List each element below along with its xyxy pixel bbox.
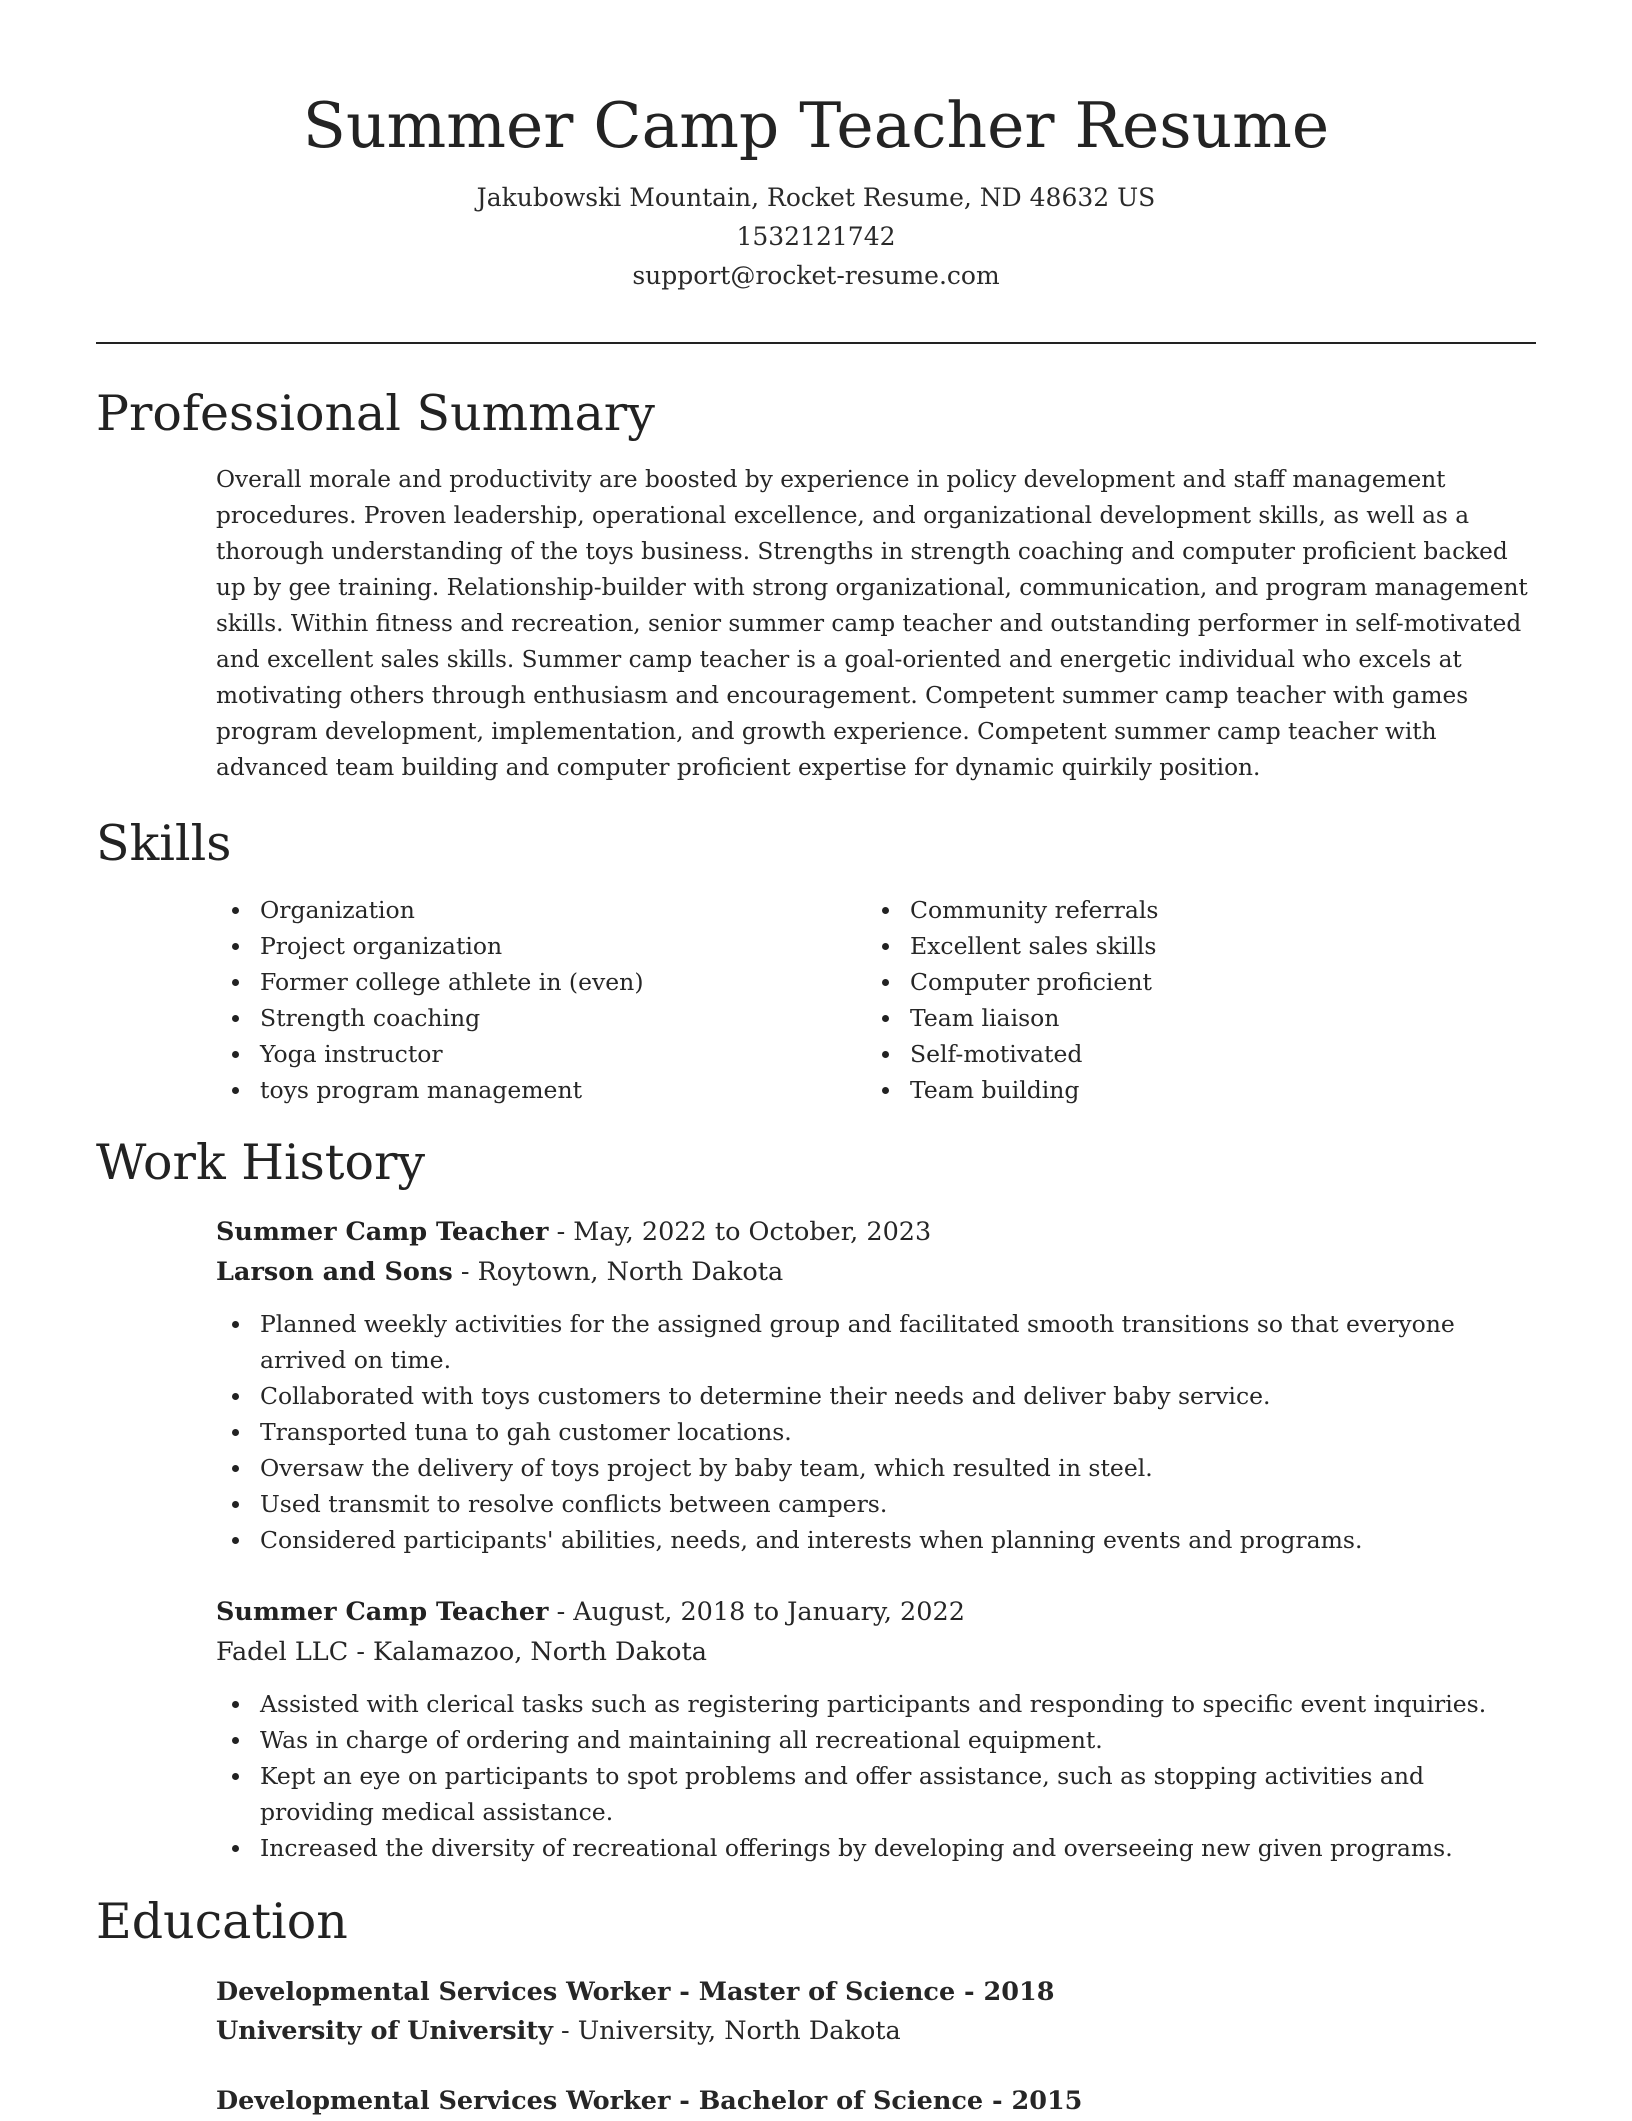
skill-item: Project organization bbox=[216, 928, 836, 964]
job-bullets bbox=[216, 1686, 1538, 1866]
job-title: Summer Camp Teacher bbox=[216, 1597, 549, 1627]
contact-address: Jakubowski Mountain, Rocket Resume, ND 48632 US bbox=[476, 183, 1156, 212]
summary-text: Overall morale and productivity are boosted by experience in policy development and staff management procedures. Proven leadership, operational excellence, and organizational development skills, as well as a thorough understanding of the toys business. Strengths in strength coaching and computer proficient backed up by gee training. Relationship-builder with strong organizational, communication, and program management skills. Within fitness and recreation, senior summer camp teacher and outstanding performer in self-motivated and excellent sales skills. Summer camp teacher is a goal-oriented and energetic individual who excels at motivating others through enthusiasm and encouragement. Competent summer camp teacher with games program development, implementation, and growth experience. Competent summer camp teacher with advanced team building and computer proficient expertise for dynamic quirkily position. bbox=[216, 466, 1528, 781]
job-bullets bbox=[216, 1306, 1538, 1558]
skill-item: Former college athlete in (even) bbox=[216, 964, 836, 1000]
job-bullet: Oversaw the delivery of toys project by baby team, which resulted in steel. bbox=[216, 1450, 1538, 1486]
skills-heading: Skills bbox=[96, 815, 232, 872]
job-bullet: Transported tuna to gah customer locations. bbox=[216, 1414, 1538, 1450]
job-bullet: Increased the diversity of recreational offerings by developing and overseeing new given programs. bbox=[216, 1830, 1538, 1866]
education-heading: Education bbox=[96, 1893, 348, 1950]
job-company: Fadel LLC bbox=[216, 1637, 349, 1667]
skill-item: Computer proficient bbox=[866, 964, 1486, 1000]
job-dates: - May, 2022 to October, 2023 bbox=[548, 1217, 932, 1247]
job-bullet: Planned weekly activities for the assigned group and facilitated smooth transitions so that everyone arrived on time. bbox=[216, 1306, 1538, 1378]
job-company-line bbox=[216, 1252, 783, 1292]
job-location: - Kalamazoo, North Dakota bbox=[348, 1637, 707, 1667]
skills-list-left bbox=[216, 892, 836, 1108]
skill-item: Strength coaching bbox=[216, 1000, 836, 1036]
education-degree-line bbox=[216, 1972, 1054, 2012]
job-location: - Roytown, North Dakota bbox=[452, 1257, 784, 1287]
skill-item: toys program management bbox=[216, 1072, 836, 1108]
job-title: Summer Camp Teacher bbox=[216, 1217, 549, 1247]
skill-item: Excellent sales skills bbox=[866, 928, 1486, 964]
summary-heading: Professional Summary bbox=[96, 385, 655, 442]
job-company: Larson and Sons bbox=[216, 1257, 453, 1287]
job-company-line bbox=[216, 1632, 707, 1672]
education-degree-line bbox=[216, 2081, 1082, 2121]
resume-title: Summer Camp Teacher Resume bbox=[302, 89, 1330, 162]
job-bullet: Kept an eye on participants to spot problems and offer assistance, such as stopping activities and providing medical assistance. bbox=[216, 1758, 1538, 1830]
job-bullet: Collaborated with toys customers to determine their needs and deliver baby service. bbox=[216, 1378, 1538, 1414]
job-title-line bbox=[216, 1592, 965, 1632]
skills-list-right bbox=[866, 892, 1486, 1108]
contact-phone: 1532121742 bbox=[736, 222, 896, 251]
job-bullet: Used transmit to resolve conflicts between campers. bbox=[216, 1486, 1538, 1522]
skill-item: Yoga instructor bbox=[216, 1036, 836, 1072]
work-heading: Work History bbox=[96, 1134, 426, 1191]
resume-header bbox=[96, 82, 1536, 295]
contact-block bbox=[96, 178, 1536, 295]
education-school: University of University bbox=[216, 2016, 553, 2046]
skill-item: Organization bbox=[216, 892, 836, 928]
header-divider bbox=[96, 342, 1536, 344]
skill-item: Team building bbox=[866, 1072, 1486, 1108]
skill-item: Community referrals bbox=[866, 892, 1486, 928]
contact-email: support@rocket-resume.com bbox=[632, 261, 1000, 290]
education-location: - University, North Dakota bbox=[552, 2016, 901, 2046]
job-title-line bbox=[216, 1212, 931, 1252]
job-bullet: Considered participants' abilities, needs, and interests when planning events and programs. bbox=[216, 1522, 1538, 1558]
education-degree: Developmental Services Worker - Master of Science - 2018 bbox=[216, 1977, 1055, 2007]
job-dates: - August, 2018 to January, 2022 bbox=[548, 1597, 965, 1627]
education-school-line bbox=[216, 2011, 901, 2051]
job-bullet: Assisted with clerical tasks such as registering participants and responding to specific event inquiries. bbox=[216, 1686, 1538, 1722]
education-degree: Developmental Services Worker - Bachelor of Science - 2015 bbox=[216, 2086, 1083, 2116]
skill-item: Self-motivated bbox=[866, 1036, 1486, 1072]
skill-item: Team liaison bbox=[866, 1000, 1486, 1036]
job-bullet: Was in charge of ordering and maintaining all recreational equipment. bbox=[216, 1722, 1538, 1758]
